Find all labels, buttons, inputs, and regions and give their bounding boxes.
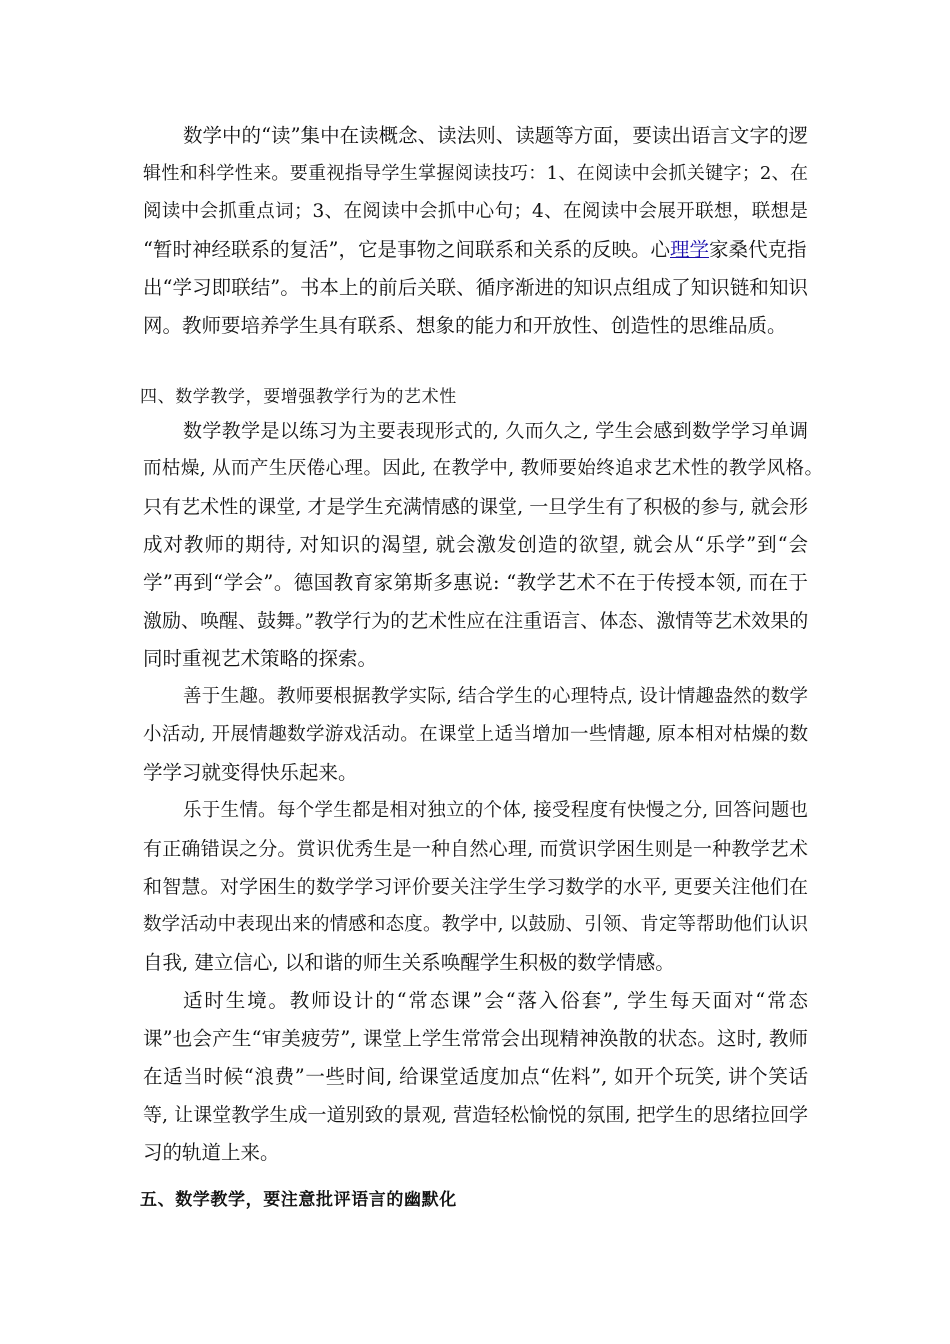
paragraph-line: 出“学习即联结”。书本上的前后关联、循序渐进的知识点组成了知识链和知识 (143, 276, 808, 299)
paragraph-line: 只有艺术性的课堂, 才是学生充满情感的课堂, 一旦学生有了积极的参与, 就会形 (143, 496, 808, 518)
paragraph-line: 课”也会产生“审美疲劳”, 课堂上学生常常会出现精神涣散的状态。这时, 教师 (143, 1027, 808, 1050)
paragraph-line: 学”再到“学会”。德国教育家第斯多惠说: “教学艺术不在于传授本领, 而在于 (143, 571, 808, 594)
paragraph-line: 自我, 建立信心, 以和谐的师生关系唤醒学生积极的数学情感。 (143, 951, 675, 974)
paragraph-line: 有正确错误之分。赏识优秀生是一种自然心理, 而赏识学困生则是一种教学艺术 (143, 838, 808, 860)
paragraph-text: “暂时神经联系的复活”，它是事物之间联系和关系的反映。心 (143, 238, 670, 261)
paragraph-line: 辑性和科学性来。要重视指导学生掌握阅读技巧：1、在阅读中会抓关键字；2、在 (143, 163, 808, 184)
paragraph-line-with-link (143, 231, 808, 269)
section-heading: 五、数学教学，要注意批评语言的幽默化 (140, 1190, 457, 1210)
paragraph-line: 数学活动中表现出来的情感和态度。教学中, 以鼓励、引领、肯定等帮助他们认识 (143, 914, 808, 935)
paragraph-line: 成对教师的期待, 对知识的渴望, 就会激发创造的欲望, 就会从“乐学”到“会 (143, 533, 808, 556)
paragraph-line: 小活动, 开展情趣数学游戏活动。在课堂上适当增加一些情趣, 原本相对枯燥的数 (143, 724, 808, 745)
psychology-link[interactable]: 理学 (669, 238, 709, 261)
paragraph-line: 网。教师要培养学生具有联系、想象的能力和开放性、创造性的思维品质。 (143, 314, 787, 337)
paragraph-line: 在适当时候“浪费”一些时间, 给课堂适度加点“佐料”, 如开个玩笑, 讲个笑话 (143, 1065, 808, 1088)
paragraph-line: 数学教学是以练习为主要表现形式的, 久而久之, 学生会感到数学学习单调 (183, 420, 808, 442)
paragraph-line: 激励、唤醒、鼓舞。”教学行为的艺术性应在注重语言、体态、激情等艺术效果的 (143, 610, 808, 632)
paragraph-line: 阅读中会抓重点词；3、在阅读中会抓中心句；4、在阅读中会展开联想，联想是 (143, 201, 808, 222)
paragraph-line: 而枯燥, 从而产生厌倦心理。因此, 在教学中, 教师要始终追求艺术性的教学风格。 (143, 458, 823, 479)
section-heading: 四、数学教学，要增强教学行为的艺术性 (140, 387, 457, 407)
paragraph-line: 等, 让课堂教学生成一道别致的景观, 营造轻松愉悦的氛围, 把学生的思绪拉回学 (143, 1104, 808, 1126)
paragraph-line: 乐于生情。每个学生都是相对独立的个体, 接受程度有快慢之分, 回答问题也 (183, 800, 808, 821)
paragraph-line: 数学中的“读”集中在读概念、读法则、读题等方面，要读出语言文字的逻 (183, 124, 808, 147)
paragraph-line: 适时生境。教师设计的“常态课”会“落入俗套”, 学生每天面对“常态 (183, 989, 808, 1012)
paragraph-text: 家桑代克指 (708, 238, 807, 261)
paragraph-line: 学学习就变得快乐起来。 (143, 761, 358, 784)
paragraph-line: 和智慧。对学困生的数学学习评价要关注学生学习数学的水平, 更要关注他们在 (143, 876, 808, 898)
paragraph-line: 习的轨道上来。 (143, 1141, 280, 1164)
paragraph-line: 同时重视艺术策略的探索。 (143, 647, 378, 670)
paragraph-line: 善于生趣。教师要根据教学实际, 结合学生的心理特点, 设计情趣盎然的数学 (183, 686, 808, 707)
